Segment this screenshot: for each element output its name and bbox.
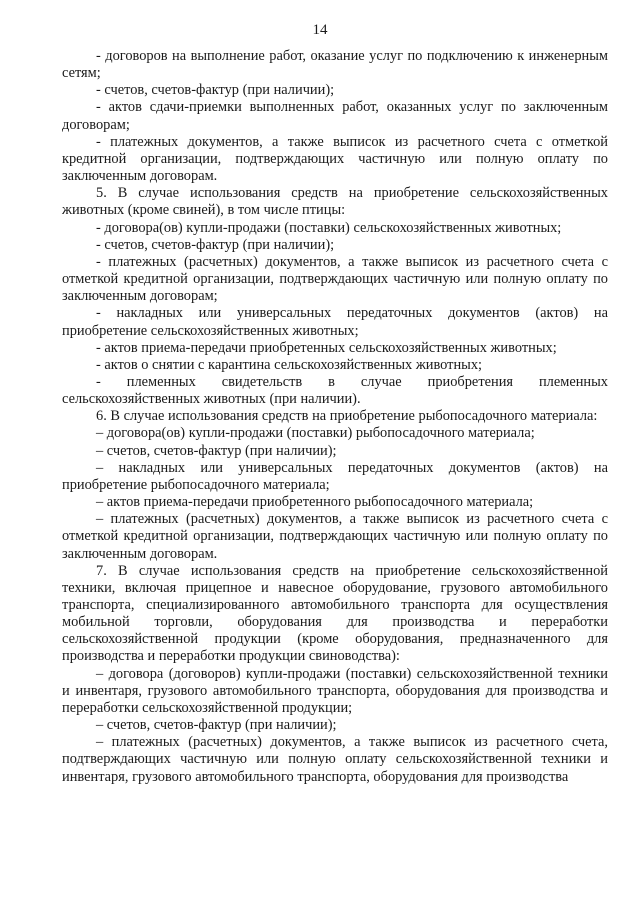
paragraph: – счетов, счетов-фактур (при наличии);	[96, 717, 337, 734]
paragraph: - платежных документов, а также выписок из расчетного счета с отметкой кредитной организации, подтверждающих частичную или полную оплату по заключенным договорам.	[62, 133, 608, 185]
document-body	[62, 48, 608, 786]
paragraph: 6. В случае использования средств на приобретение рыбопосадочного материала:	[96, 408, 598, 425]
paragraph: - актов о снятии с карантина сельскохозяйственных животных;	[96, 356, 483, 373]
paragraph: 5. В случае использования средств на приобретение сельскохозяйственных животных (кроме свиней), в том числе птицы:	[62, 185, 608, 219]
paragraph: - племенных свидетельств в случае приобретения племенных сельскохозяйственных животных (при наличии).	[62, 373, 608, 408]
paragraph: – платежных (расчетных) документов, а также выписок из расчетного счета с отметкой кредитной организации, подтверждающих частичную или полную оплату по заключенным договорам.	[62, 511, 608, 562]
page-number: 14	[312, 22, 328, 38]
paragraph: - счетов, счетов-фактур (при наличии);	[96, 236, 335, 253]
paragraph: - платежных (расчетных) документов, а также выписок из расчетного счета с отметкой кредитной организации, подтверждающих частичную или полную оплату по заключенным договорам;	[62, 253, 608, 305]
paragraph: – счетов, счетов-фактур (при наличии);	[96, 442, 337, 459]
paragraph: – договора (договоров) купли-продажи (поставки) сельскохозяйственной техники и инвентаря, грузового автомобильного транспорта, оборудования для производства и переработки сельскохозяйственной продукции;	[62, 665, 608, 716]
paragraph: – актов приема-передачи приобретенного рыбопосадочного материала;	[96, 494, 534, 511]
paragraph: - договора(ов) купли-продажи (поставки) сельскохозяйственных животных;	[96, 219, 562, 236]
paragraph: 7. В случае использования средств на приобретение сельскохозяйственной техники, включая прицепное и навесное оборудование, грузового автомобильного транспорта, специализированного автомобильного транспорта для осуществления мобильной торговли, оборудования для производства и переработки сельскохозяйственной продукции (кроме оборудования, предназначенного для производства и переработки продукции свиноводства):	[62, 562, 608, 665]
paragraph: – договора(ов) купли-продажи (поставки) рыбопосадочного материала;	[96, 425, 535, 442]
paragraph: - договоров на выполнение работ, оказание услуг по подключению к инженерным сетям;	[62, 48, 608, 82]
paragraph: – платежных (расчетных) документов, а также выписок из расчетного счета, подтверждающих частичную или полную оплату сельскохозяйственной техники и инвентаря, грузового автомобильного транспорта, оборудования для производства	[62, 734, 608, 785]
paragraph: - счетов, счетов-фактур (при наличии);	[96, 82, 335, 99]
paragraph: - накладных или универсальных передаточных документов (актов) на приобретение сельскохозяйственных животных;	[62, 305, 608, 339]
paragraph: - актов сдачи-приемки выполненных работ, оказанных услуг по заключенным договорам;	[62, 99, 608, 133]
paragraph: - актов приема-передачи приобретенных сельскохозяйственных животных;	[96, 339, 557, 356]
paragraph: – накладных или универсальных передаточных документов (актов) на приобретение рыбопосадочного материала;	[62, 459, 608, 493]
